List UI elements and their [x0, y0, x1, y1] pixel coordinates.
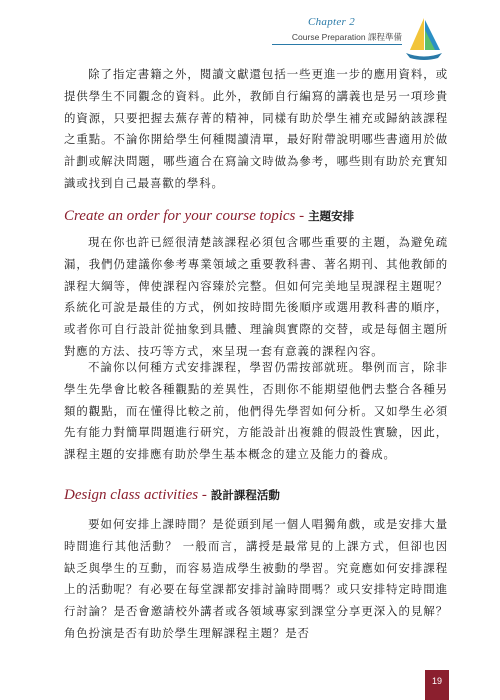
paragraph-2-text: 現在你也許已經很清楚該課程必須包含哪些重要的主題，為避免疏漏，我們仍建議你參考專業領域之重要教科書、著名期刊、其他教師的課程大綱等，俾使課程內容臻於完整。但如何完美地呈現課程主題呢？系統化可說是最佳的方式，例如按時間先後順序或選用教科書的順序，或者你可自行設計從抽象到具體、理論與實際的交替，或是每個主題所對應的方法、技巧等方式，來呈現一套有意義的課程內容。 — [64, 235, 448, 358]
header-rule — [272, 44, 402, 45]
heading-topics-en: Create an order for your course topics - — [64, 208, 305, 224]
paragraph-4 — [64, 514, 448, 645]
section-label: Course Preparation 課程準備 — [291, 32, 402, 42]
page-number-badge — [425, 670, 449, 700]
paragraph-1-text: 除了指定書籍之外，閱讀文獻還包括一些更進一步的應用資料，或提供學生不同觀念的資料。此外，教師自行編寫的講義也是另一項珍貴的資源，只要把握去蕪存菁的精神，同樣有助於學生補充或歸納該課程之重點。不論你開給學生何種閱讀清單，最好附帶說明哪些書適用於做計劃或解決問題，哪些適合在寫論文時做為參考，哪些則有助於充實知識或找到自己最喜歡的學科。 — [64, 67, 448, 190]
section-heading-topics — [64, 208, 354, 225]
running-header — [220, 16, 450, 62]
heading-activities-zh: 設計課程活動 — [210, 488, 280, 502]
heading-topics-zh: 主題安排 — [308, 209, 355, 223]
page-number: 19 — [431, 676, 442, 686]
section-heading-activities — [64, 487, 280, 504]
paragraph-3-text: 不論你以何種方式安排課程，學習仍需按部就班。舉例而言，除非學生先學會比較各種觀點的差異性，否則你不能期望他們去整合各種另類的觀點，而在懂得比較之前，他們得先學習如何分析。又如學生必須先有能力對簡單問題進行研究，方能設計出複雜的假設性實驗，因此，課程主題的安排應有助於學生基本概念的建立及能力的養成。 — [64, 360, 448, 462]
paragraph-2 — [64, 232, 448, 363]
heading-activities-en: Design class activities - — [64, 487, 207, 503]
chapter-label: Chapter 2 — [307, 16, 355, 28]
paragraph-3 — [64, 357, 448, 466]
paragraph-1 — [64, 64, 448, 195]
sailboat-icon — [404, 16, 444, 62]
paragraph-4-text: 要如何安排上課時間？是從頭到尾一個人唱獨角戲，或是安排大量時間進行其他活動？ 一般而言，講授是最常見的上課方式，但卻也因缺乏與學生的互動，而容易造成學生被動的學習。究竟應如何安排課程上的活動呢？有必要在每堂課都安排討論時間嗎？或只安排特定時間進行討論？是否會邀請校外講者或各領域專家到課堂分享更深入的見解？角色扮演是否有助於學生理解課程主題？是否 — [64, 517, 448, 640]
